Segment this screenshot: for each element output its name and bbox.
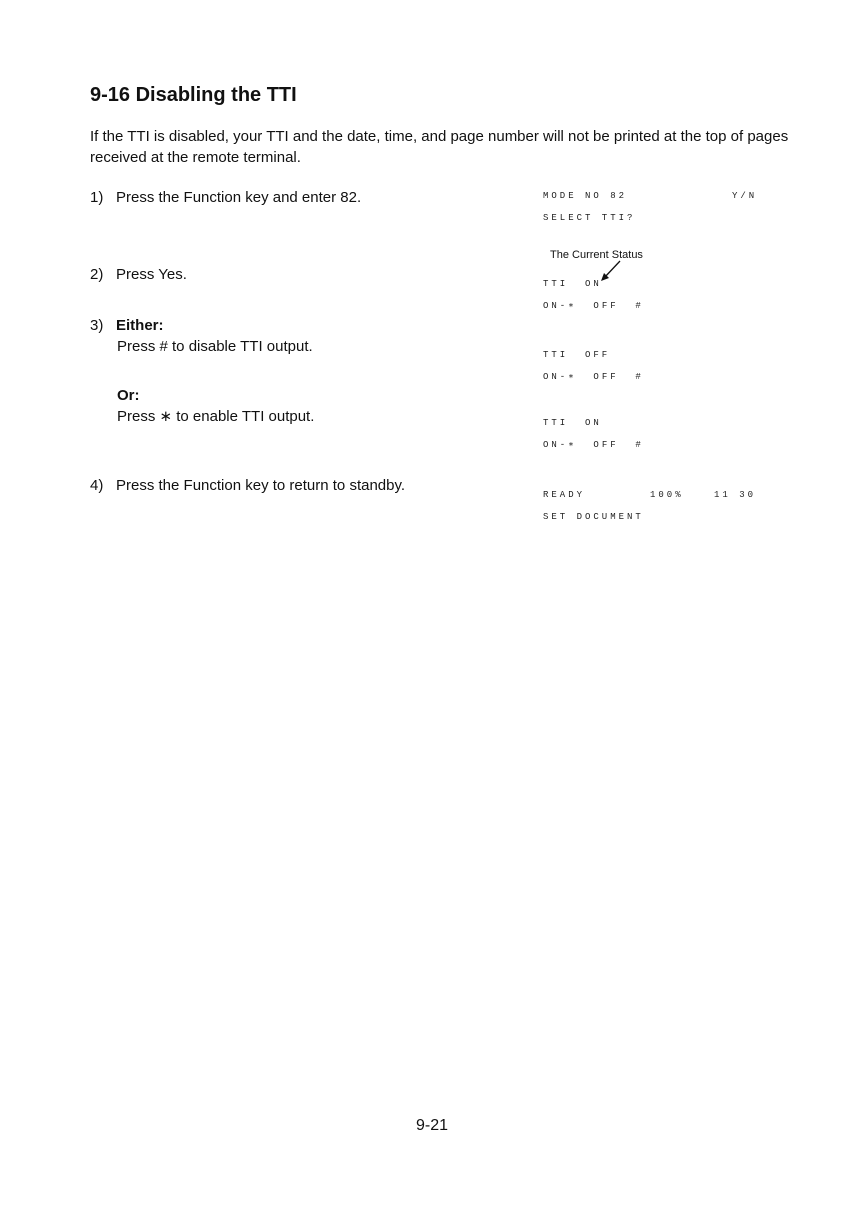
display-ready: READY [543,490,586,500]
step-3-option-b: Press ∗ to enable TTI output. [117,408,315,425]
display-percent: 100% [650,490,684,500]
step-3-option-a: Press # to disable TTI output. [117,338,313,355]
step-1 [90,187,361,208]
either-label: Either: [116,317,164,334]
pointer-arrow-icon [598,258,624,284]
display-time: 11 30 [714,490,757,500]
step-4 [90,475,405,496]
step-text: Press the Function key to return to standby. [116,477,406,494]
step-2 [90,264,187,285]
display-tti-status: TTI ON [543,279,602,289]
step-text: Press the Function key and enter 82. [116,189,362,206]
or-label: Or: [117,387,140,404]
display-set-document: SET DOCUMENT [543,512,644,522]
display-mode-line: MODE NO 82 [543,191,628,201]
current-status-label: The Current Status [550,249,643,261]
display-tti-on: TTI ON [543,418,602,428]
display-options: ON-∗ OFF # [543,372,644,382]
step-number: 2) [90,266,104,283]
display-options: ON-∗ OFF # [543,440,644,450]
display-yn: Y/N [732,191,758,201]
step-text: Press Yes. [116,266,187,283]
display-select-line: SELECT TTI? [543,213,636,223]
display-options: ON-∗ OFF # [543,301,644,311]
step-number: 1) [90,189,104,206]
intro-paragraph: If the TTI is disabled, your TTI and the date, time, and page number will not be printed at the top of pages received at the remote terminal. [90,128,789,166]
page-title: 9-16 Disabling the TTI [90,84,297,106]
step-number: 3) [90,317,104,334]
page-number: 9-21 [415,1117,449,1134]
display-tti-off: TTI OFF [543,350,611,360]
step-number: 4) [90,477,104,494]
step-3 [90,315,164,336]
